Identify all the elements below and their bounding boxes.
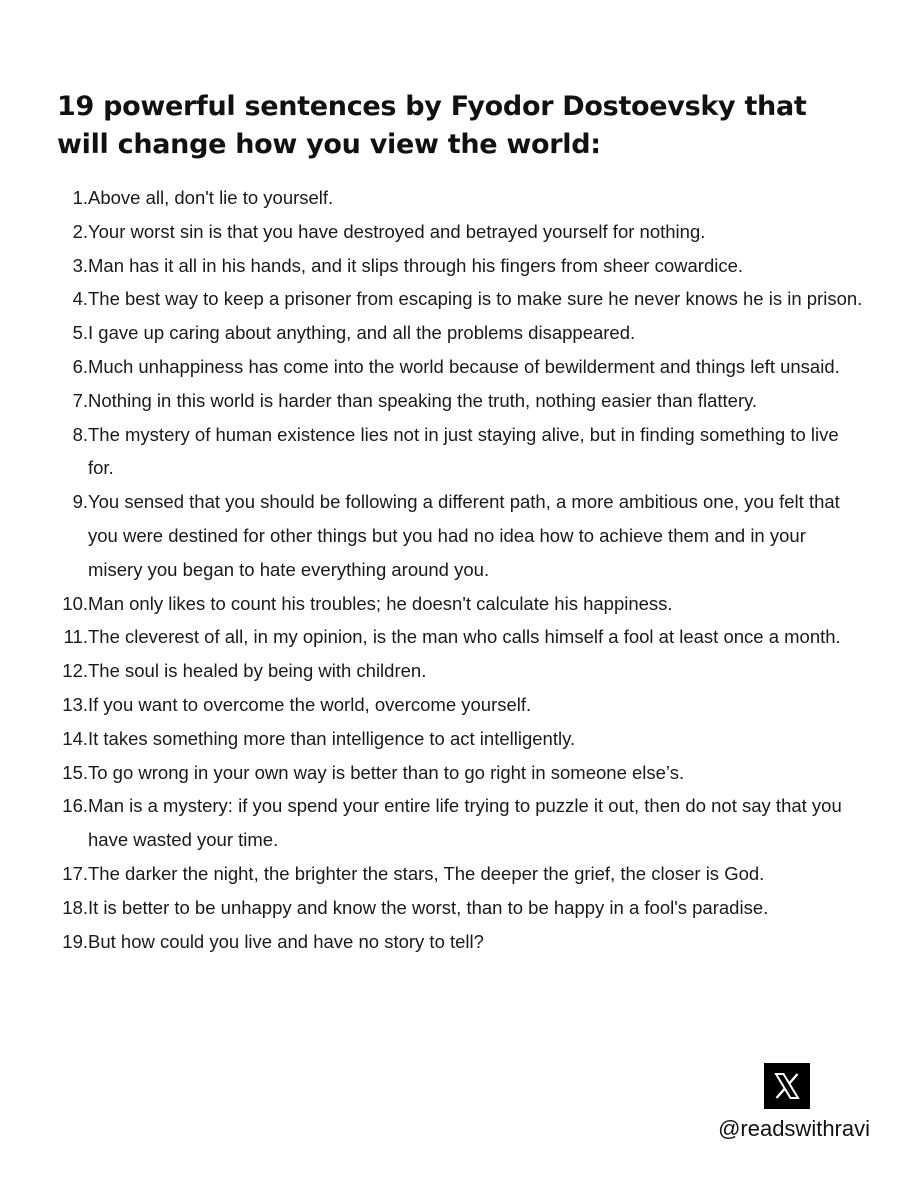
list-item-number: 19. (62, 930, 88, 952)
list-item-text: Man is a mystery: if you spend your entire life trying to puzzle it out, then do not say that you have wasted your time. (88, 795, 842, 851)
list-item-number: 7. (72, 389, 88, 411)
list-item (0, 857, 900, 891)
list-item-text: The mystery of human existence lies not in just staying alive, but in finding something to live for. (88, 423, 839, 479)
list-item (0, 418, 900, 486)
list-item (0, 587, 900, 621)
list-item-text: Nothing in this world is harder than speaking the truth, nothing easier than flattery. (88, 389, 758, 411)
list-item-text: The darker the night, the brighter the stars, The deeper the grief, the closer is God. (88, 862, 765, 884)
list-item-number: 12. (62, 660, 88, 682)
list-item-number: 1. (72, 187, 88, 208)
list-item-text: Man only likes to count his troubles; he doesn't calculate his happiness. (88, 592, 673, 614)
list-item-number: 6. (72, 355, 88, 377)
list-item-number: 2. (72, 220, 88, 242)
list-item-text: But how could you live and have no story to tell? (88, 930, 484, 952)
list-item-text: I gave up caring about anything, and all the problems disappeared. (88, 322, 636, 344)
page-title: 19 powerful sentences by Fyodor Dostoevsky that will change how you view the world: (57, 91, 807, 160)
list-item (0, 891, 900, 925)
list-item (0, 485, 900, 586)
list-item-number: 9. (72, 491, 88, 513)
list-item (0, 722, 900, 756)
list-item (0, 925, 900, 959)
list-item-text: If you want to overcome the world, overcome yourself. (88, 693, 532, 715)
list-item-text: Man has it all in his hands, and it slips through his fingers from sheer cowardice. (88, 254, 744, 276)
list-item (0, 249, 900, 283)
list-item (0, 756, 900, 790)
author-handle: @readswithravi (718, 1116, 870, 1141)
list-item-text: To go wrong in your own way is better than to go right in someone else’s. (88, 761, 685, 783)
list-item-text: Much unhappiness has come into the world because of bewilderment and things left unsaid. (88, 355, 840, 377)
list-item-text: Your worst sin is that you have destroyed and betrayed yourself for nothing. (88, 220, 706, 242)
list-item-number: 8. (72, 423, 88, 445)
list-item-number: 14. (62, 727, 88, 749)
list-item-text: The soul is healed by being with children. (88, 660, 427, 682)
list-item-text: It is better to be unhappy and know the worst, than to be happy in a fool's paradise. (88, 896, 769, 918)
list-item (0, 654, 900, 688)
list-item (0, 282, 900, 316)
list-item-text: It takes something more than intelligence to act intelligently. (88, 727, 576, 749)
quote-list (0, 181, 900, 958)
list-item-text: You sensed that you should be following a different path, a more ambitious one, you felt that you were destined for other things but you had no idea how to achieve them and in your misery you began to hate everything around you. (88, 491, 840, 580)
list-item (0, 316, 900, 350)
list-item (0, 620, 900, 654)
list-item-number: 17. (62, 862, 88, 884)
list-item (0, 181, 900, 215)
list-item-number: 4. (72, 288, 88, 310)
list-item (0, 215, 900, 249)
list-item-text: The cleverest of all, in my opinion, is the man who calls himself a fool at least once a month. (88, 626, 841, 648)
list-item-number: 16. (62, 795, 88, 817)
list-item (0, 789, 900, 857)
list-item-number: 18. (62, 896, 88, 918)
list-item-number: 3. (72, 254, 88, 276)
list-item-text: The best way to keep a prisoner from escaping is to make sure he never knows he is in prison. (88, 288, 863, 310)
list-item-number: 5. (72, 322, 88, 344)
list-item-text: Above all, don't lie to yourself. (88, 187, 334, 208)
list-item-number: 15. (62, 761, 88, 783)
list-item (0, 688, 900, 722)
x-logo-icon (764, 1063, 810, 1109)
list-item (0, 350, 900, 384)
list-item (0, 384, 900, 418)
list-item-number: 13. (62, 693, 88, 715)
list-item-number: 11. (63, 626, 88, 648)
list-item-number: 10. (62, 592, 88, 614)
